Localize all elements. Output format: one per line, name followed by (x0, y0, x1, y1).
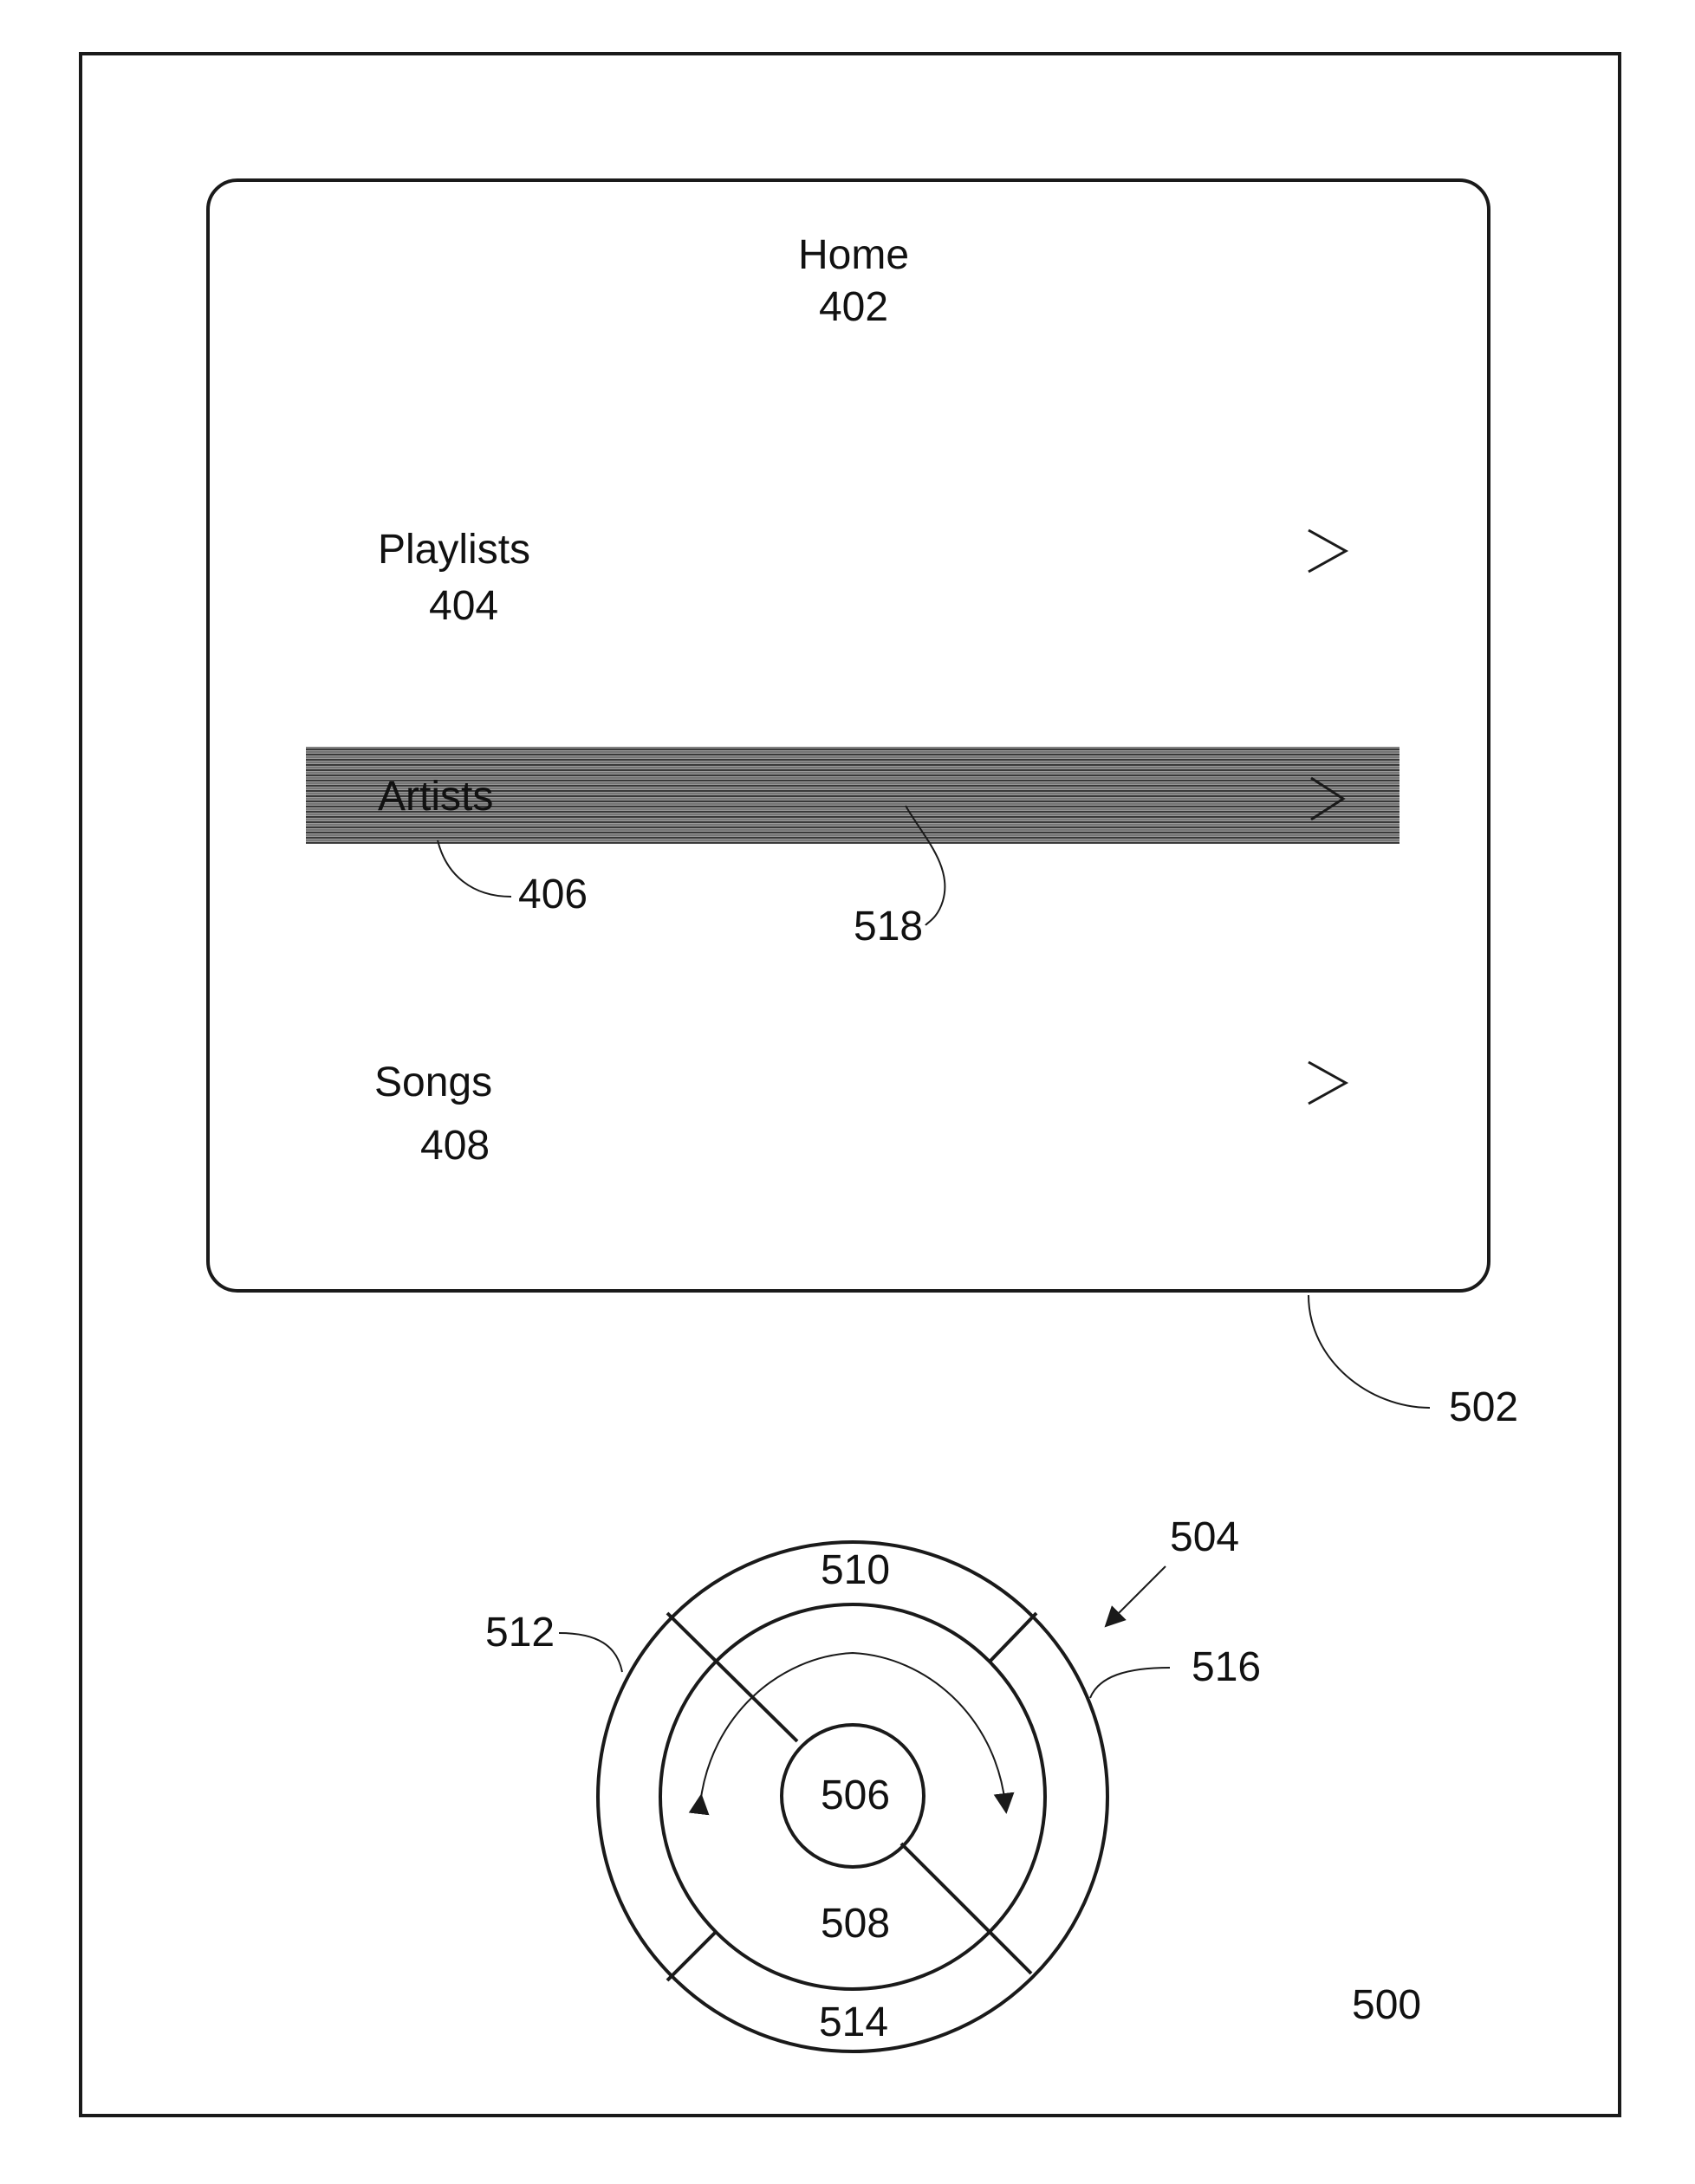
wheel-ref: 504 (1170, 1514, 1240, 1560)
device-ref: 500 (1352, 1982, 1422, 2028)
artists-ref: 406 (518, 872, 588, 917)
leader-line-516 (1090, 1668, 1170, 1698)
menu-item-label: Songs (374, 1060, 493, 1105)
screen-title: Home (797, 232, 910, 278)
menu-item-label: Playlists (378, 527, 531, 573)
divider-top-right (990, 1613, 1036, 1661)
menu-item-songs[interactable] (374, 1060, 1346, 1169)
leader-line-406 (438, 840, 511, 897)
menu-item-playlists[interactable] (378, 527, 1346, 629)
screen-ref: 502 (1449, 1384, 1519, 1430)
display-screen (208, 180, 1489, 1291)
bottom-segment-ref: 514 (818, 1999, 889, 2045)
leader-line-502 (1309, 1295, 1430, 1408)
menu-item-ref: 408 (420, 1123, 490, 1169)
leader-line-512 (559, 1633, 622, 1672)
center-button-ref: 506 (820, 1772, 891, 1818)
highlight-ref: 518 (854, 904, 924, 949)
menu-item-label: Artists (378, 774, 494, 820)
chevron-right-icon (1309, 530, 1346, 572)
chevron-right-icon (1309, 1062, 1346, 1104)
menu-item-artists[interactable] (306, 747, 1400, 844)
divider-bottom-left (667, 1933, 715, 1980)
menu-item-ref: 404 (429, 583, 499, 629)
inner-ring-ref: 508 (820, 1901, 891, 1947)
left-segment-ref: 512 (485, 1610, 555, 1656)
screen-title-ref[interactable]: 402 (818, 284, 889, 330)
pointer-arrow-icon (1112, 1566, 1166, 1620)
top-segment-ref: 510 (820, 1547, 891, 1593)
right-segment-ref: 516 (1192, 1644, 1262, 1690)
